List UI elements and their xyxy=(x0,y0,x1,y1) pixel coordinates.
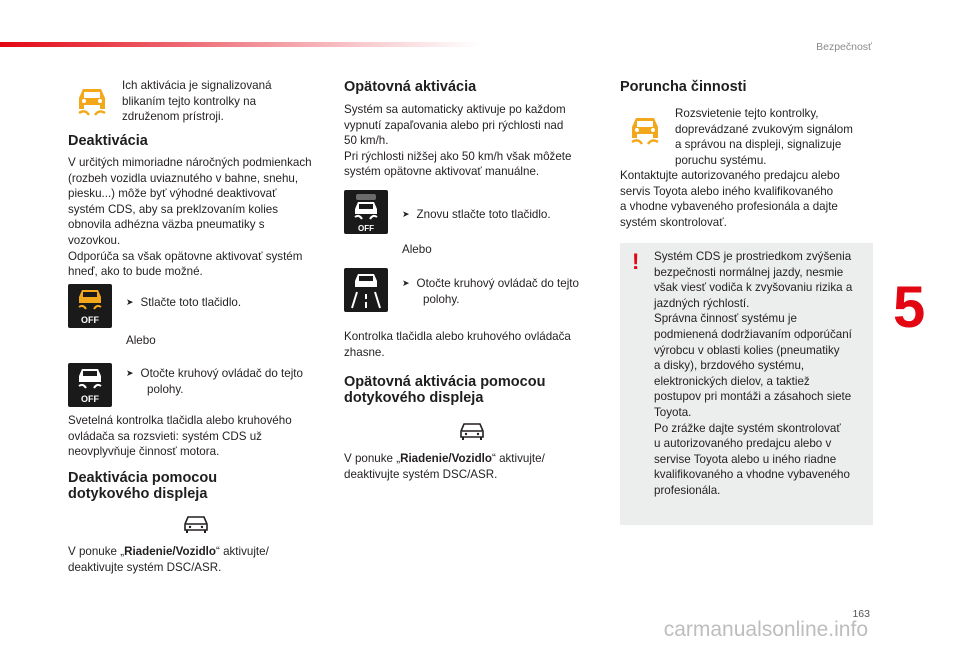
page-number: 163 xyxy=(852,608,870,620)
arrow-bullet-icon: ➤ xyxy=(402,209,410,219)
step-text: Otočte kruhový ovládač do tejto xyxy=(416,277,579,290)
title-line: Opätovná aktivácia pomocou xyxy=(344,374,546,390)
text-line: Systém CDS je prostriedkom zvýšenia xyxy=(654,250,852,263)
text-line: Kontrolka tlačidla alebo kruhového ovládača xyxy=(344,330,571,343)
malfunction-text xyxy=(620,168,882,230)
lamp-text xyxy=(68,413,330,460)
text-line: Správna činnosť systému je xyxy=(654,312,797,326)
text-line: profesionála. xyxy=(654,483,721,497)
menu-name: Riadenie/Vozidlo xyxy=(124,545,216,558)
text-line: Po zrážke dajte systém skontrolovať xyxy=(654,421,841,435)
step-press-button xyxy=(126,295,241,311)
text-line: systém opätovne aktivovať manuálne. xyxy=(344,165,540,179)
step-turn-dial xyxy=(126,366,326,397)
chapter-number: 5 xyxy=(893,275,926,340)
off-label: OFF xyxy=(81,315,99,325)
title-line: Deaktivácia pomocou xyxy=(68,470,218,486)
skid-warning-lamp-icon xyxy=(628,114,662,153)
text-line: Odporúča sa však opätovne aktivovať systém xyxy=(68,249,303,263)
text-line: V určitých mimoriadne náročných podmienkach xyxy=(68,156,312,169)
step-text: Znovu stlačte toto tlačidlo. xyxy=(416,208,551,221)
lamp-off-text xyxy=(344,329,606,360)
text-line: bezpečnosti normálnej jazdy, nesmie xyxy=(654,265,844,279)
vehicle-menu-icon xyxy=(457,420,487,442)
intro-line: združenom prístroji. xyxy=(122,110,224,124)
reactivation-text xyxy=(344,102,606,180)
step-text: Otočte kruhový ovládač do tejto xyxy=(140,367,303,380)
step-press-again xyxy=(402,207,551,223)
text-fragment: V ponuke „ xyxy=(344,452,401,465)
text-line: ovládača sa rozsvieti: systém CDS už xyxy=(68,429,262,443)
malfunction-lamp-text xyxy=(675,106,875,168)
intro-line: blikaním tejto kontrolky na xyxy=(122,94,257,108)
touch-deactivation-text xyxy=(68,544,330,575)
text-line: zhasne. xyxy=(344,345,385,359)
header-accent-bar xyxy=(0,42,480,47)
text-line: a vhodne vybaveného profesionála a dajte xyxy=(620,200,838,214)
touch-deactivation-title xyxy=(68,470,217,502)
text-line: a disky), brzdového systému, xyxy=(654,359,805,373)
text-line: vypnutí zapaľovania alebo pri rýchlosti nad xyxy=(344,118,564,132)
text-line: elektronických dielov, a taktiež xyxy=(654,374,810,388)
text-line: Rozsvietenie tejto kontrolky, xyxy=(675,107,819,120)
warning-text xyxy=(654,249,872,499)
warning-exclamation-icon: ! xyxy=(632,249,640,274)
text-line: servise Toyota alebo u iného riadne xyxy=(654,452,837,466)
deactivation-text xyxy=(68,155,330,280)
or-label: Alebo xyxy=(126,334,156,347)
text-line: systém CDS, aby sa preklzovaním kolies xyxy=(68,202,279,216)
text-line: však viesť vodiča k zvyšovaniu rizika a xyxy=(654,281,853,295)
title-line: dotykového displeja xyxy=(344,390,484,406)
text-line: podmienená dodržiavaním odporúčaní xyxy=(654,327,852,341)
skid-warning-lamp-icon xyxy=(75,85,109,124)
touch-reactivation-title xyxy=(344,374,545,406)
title-line: dotykového displeja xyxy=(68,486,208,502)
malfunction-title: Poruncha činnosti xyxy=(620,79,747,95)
text-line: Kontaktujte autorizovaného predajcu alebo xyxy=(620,169,840,182)
cds-off-dial-icon xyxy=(68,363,112,407)
text-line: kvalifikovaného a vhodne vybaveného xyxy=(654,468,850,482)
arrow-bullet-icon: ➤ xyxy=(126,297,134,307)
text-line: Pri rýchlosti nižšej ako 50 km/h však môžete xyxy=(344,149,572,163)
watermark: carmanualsonline.info xyxy=(663,618,868,641)
deactivation-title: Deaktivácia xyxy=(68,133,148,149)
text-line: servis Toyota alebo iného kvalifikovaného xyxy=(620,184,834,198)
text-fragment: “ aktivujte/ xyxy=(215,545,269,558)
text-line: poruchu systému. xyxy=(675,153,767,167)
arrow-bullet-icon: ➤ xyxy=(402,278,410,288)
section-header: Bezpečnosť xyxy=(816,41,872,53)
off-label: OFF xyxy=(81,394,99,404)
text-line: deaktivujte systém DSC/ASR. xyxy=(344,467,498,481)
intro-line: Ich aktivácia je signalizovaná xyxy=(122,79,272,92)
menu-name: Riadenie/Vozidlo xyxy=(400,452,492,465)
text-line: Systém sa automaticky aktivuje po každom xyxy=(344,103,566,116)
cds-off-button-icon xyxy=(68,284,112,328)
text-line: Svetelná kontrolka tlačidla alebo kruhového xyxy=(68,414,292,427)
text-line: neovplyvňuje činnosť motora. xyxy=(68,445,220,459)
text-line: hneď, ako to bude možné. xyxy=(68,265,203,279)
text-line: u autorizovaného predajcu alebo v xyxy=(654,437,832,451)
text-line: a správou na displeji, signalizuje xyxy=(675,138,842,152)
reactivation-title: Opätovná aktivácia xyxy=(344,79,477,95)
intro-text xyxy=(122,78,322,125)
cds-off-button-icon xyxy=(344,190,388,234)
text-line: Toyota. xyxy=(654,405,692,419)
step-text: polohy. xyxy=(423,292,460,306)
off-label: OFF xyxy=(358,224,374,233)
text-line: jazdných rýchlostí. xyxy=(654,296,750,310)
or-label: Alebo xyxy=(402,243,432,256)
text-line: obnovila adhézna väzba pneumatiky s xyxy=(68,218,265,232)
text-line: doprevádzané zvukovým signálom xyxy=(675,122,853,136)
touch-reactivation-text xyxy=(344,451,606,482)
text-fragment: “ aktivujte/ xyxy=(491,452,545,465)
arrow-bullet-icon: ➤ xyxy=(126,368,134,378)
text-line: systém skontrolovať. xyxy=(620,215,727,229)
lane-dial-icon xyxy=(344,268,388,312)
text-line: piesku...) môže byť výhodné deaktivovať xyxy=(68,187,277,201)
text-line: (rozbeh vozidla uviaznutého v bahne, snehu, xyxy=(68,171,299,185)
step-text: polohy. xyxy=(147,382,184,396)
text-line: postupov pri montáži a zásahoch siete xyxy=(654,390,852,404)
step-turn-dial xyxy=(402,276,602,307)
text-line: 50 km/h. xyxy=(344,134,389,148)
step-text: Stlačte toto tlačidlo. xyxy=(140,296,242,309)
text-line: výrobcu v oblasti kolies (pneumatiky xyxy=(654,343,840,357)
text-fragment: V ponuke „ xyxy=(68,545,125,558)
text-line: vozovkou. xyxy=(68,233,121,247)
vehicle-menu-icon xyxy=(181,513,211,535)
text-line: deaktivujte systém DSC/ASR. xyxy=(68,560,222,574)
